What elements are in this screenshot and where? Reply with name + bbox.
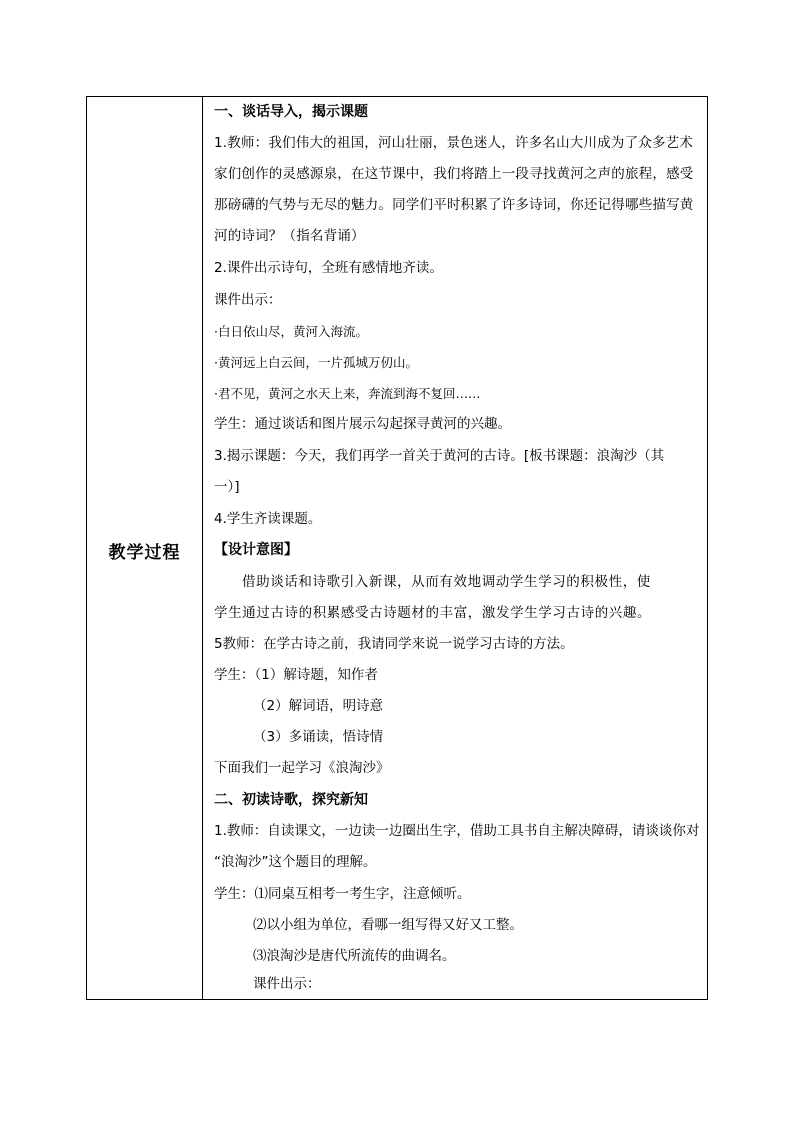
content-cell (203, 97, 707, 999)
paragraph-5-line-1: 3.揭示课题：今天，我们再学一首关于黄河的古诗。[板书课题：浪淘沙（其 (214, 448, 665, 464)
paragraph-3: 课件出示： (214, 292, 282, 308)
paragraph-13: 学生：⑴同桌互相考一考生字，注意倾听。 (214, 886, 471, 902)
paragraph-7: 5教师：在学古诗之前，我请同学来说一说学习古诗的方法。 (214, 636, 574, 652)
design-intent-heading: 【设计意图】 (214, 542, 298, 558)
poem-line-3: ·君不见，黄河之水天上来，奔流到海不复回…… (214, 386, 481, 401)
paragraph-2: 2.课件出示诗句，全班有感情地齐读。 (214, 260, 443, 276)
paragraph-8: 学生：（1）解诗题，知作者 (214, 667, 378, 683)
paragraph-1: 1.教师：我们伟大的祖国，河山壮丽，景色迷人，许多名山大川成为了众多艺术家们创作的灵感源泉，在这节课中，我们将踏上一段寻找黄河之声的旅程，感受那磅礴的气势与无尽的魅力。同学们平时积累了许多诗词，你还记得哪些描写黄河的诗词？（指名背诵） (214, 135, 694, 244)
paragraph-4: 学生：通过谈话和图片展示勾起探寻黄河的兴趣。 (214, 416, 511, 432)
paragraph-14: ⑵以小组为单位，看哪一组写得又好又工整。 (253, 917, 523, 933)
poem-line-1: ·白日依山尽，黄河入海流。 (214, 324, 368, 339)
design-intent-line-2: 学生通过古诗的积累感受古诗题材的丰富，激发学生学习古诗的兴趣。 (214, 605, 652, 621)
paragraph-10: （3）多诵读，悟诗情 (253, 729, 384, 745)
paragraph-11: 下面我们一起学习《浪淘沙》 (214, 760, 390, 776)
lesson-table (86, 96, 708, 1000)
design-intent-line-1: 借助谈话和诗歌引入新课，从而有效地调动学生学习的积极性，使 (242, 574, 651, 590)
section-1-heading: 一、谈话导入，揭示课题 (214, 104, 368, 120)
section-2-heading: 二、初读诗歌，探究新知 (214, 792, 368, 808)
paragraph-12-line-1: 1.教师：自读课文，一边读一边圈出生字，借助工具书自主解决障碍，请谈谈你对 (214, 823, 700, 839)
paragraph-12-line-2: “浪淘沙”这个题目的理解。 (214, 854, 377, 870)
poem-line-2: ·黄河远上白云间，一片孤城万仞山。 (214, 355, 418, 370)
paragraph-16: 课件出示： (253, 976, 321, 992)
paragraph-6: 4.学生齐读课题。 (214, 511, 322, 527)
paragraph-15: ⑶浪淘沙是唐代所流传的曲调名。 (253, 948, 456, 964)
paragraph-5-line-2: 一）] (214, 479, 240, 495)
paragraph-9: （2）解词语，明诗意 (253, 698, 384, 714)
row-label: 教学过程 (108, 542, 181, 563)
row-label-cell (87, 97, 203, 999)
